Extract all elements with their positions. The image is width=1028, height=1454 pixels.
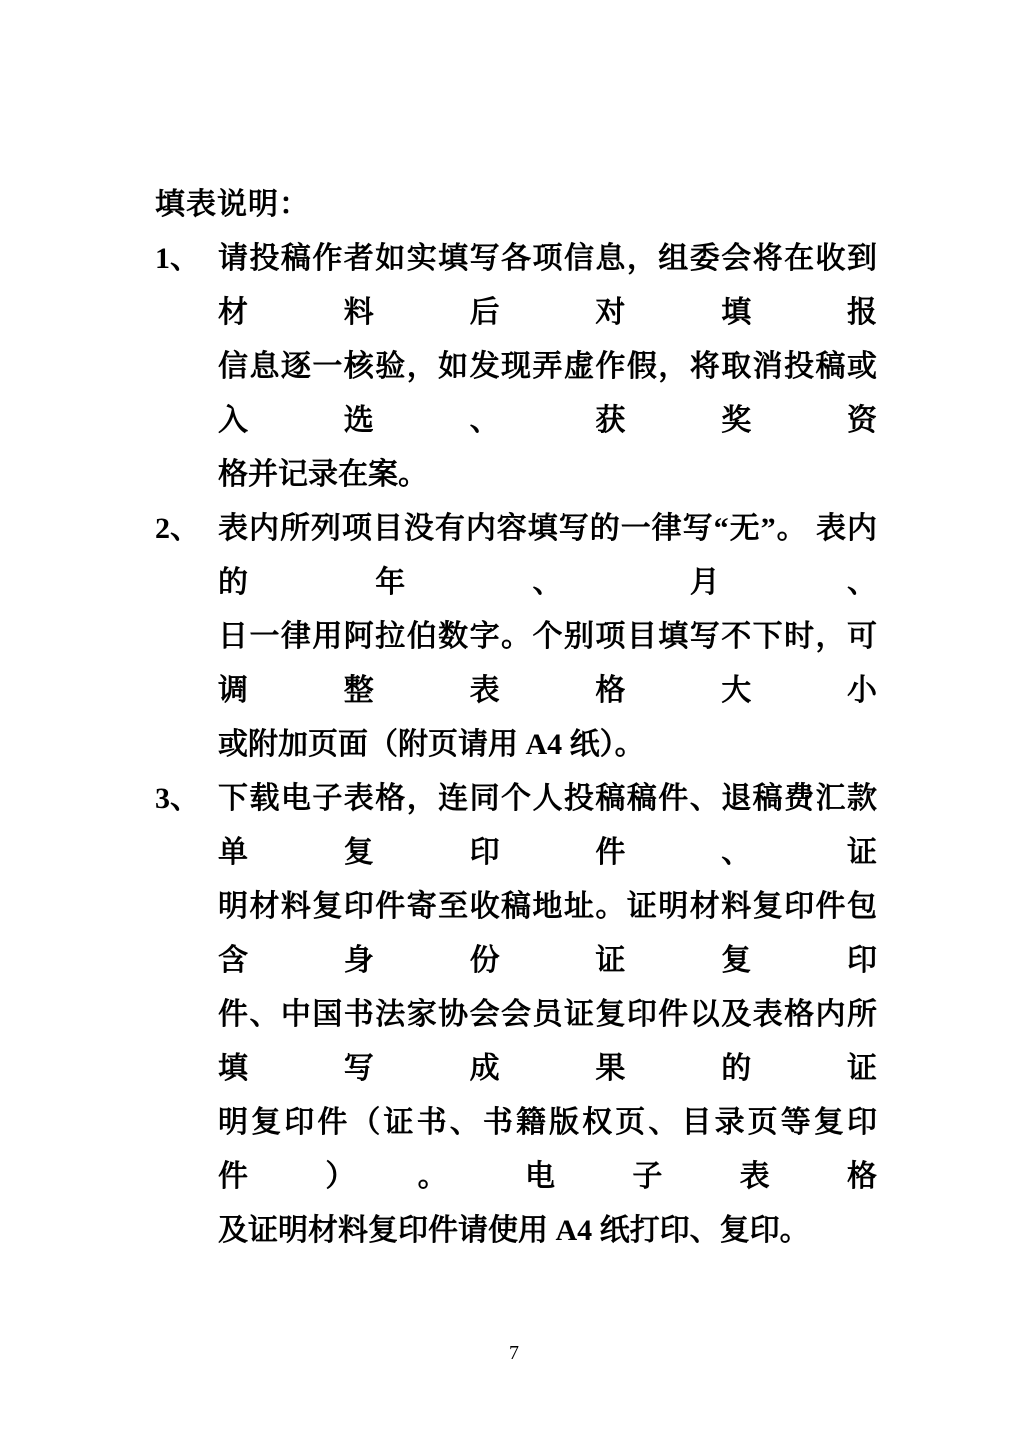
text-line: 明复印件（证书、书籍版权页、目录页等复印件）。电子表格 xyxy=(218,1106,877,1193)
text-line: 请投稿作者如实填写各项信息，组委会将在收到材料后对填报 xyxy=(218,242,877,329)
item-text xyxy=(218,502,877,772)
instruction-item-2 xyxy=(155,502,877,772)
section-heading: 填表说明： xyxy=(155,188,310,221)
text-line: 表内所列项目没有内容填写的一律写“无”。 表内的年、月、 xyxy=(218,512,877,599)
text-line: 格并记录在案。 xyxy=(218,458,428,491)
item-text xyxy=(218,232,877,502)
document-content xyxy=(155,178,877,1258)
instruction-item-1 xyxy=(155,232,877,502)
page-number: 7 xyxy=(509,1342,519,1364)
text-line: 及证明材料复印件请使用 A4 纸打印、复印。 xyxy=(218,1214,810,1247)
instruction-list xyxy=(155,232,877,1258)
item-number: 2、 xyxy=(155,512,200,545)
item-number: 1、 xyxy=(155,242,200,275)
text-line: 信息逐一核验，如发现弄虚作假，将取消投稿或入选、获奖资 xyxy=(218,350,877,437)
text-line: 日一律用阿拉伯数字。个别项目填写不下时，可调整表格大小 xyxy=(218,620,877,707)
instruction-item-3 xyxy=(155,772,877,1258)
text-line: 或附加页面（附页请用 A4 纸）。 xyxy=(218,728,645,761)
item-text xyxy=(218,772,877,1258)
text-line: 下载电子表格，连同个人投稿稿件、退稿费汇款单复印件、证 xyxy=(218,782,877,869)
item-number: 3、 xyxy=(155,782,200,815)
text-line: 明材料复印件寄至收稿地址。证明材料复印件包含身份证复印 xyxy=(218,890,877,977)
text-line: 件、中国书法家协会会员证复印件以及表格内所填写成果的证 xyxy=(218,998,877,1085)
